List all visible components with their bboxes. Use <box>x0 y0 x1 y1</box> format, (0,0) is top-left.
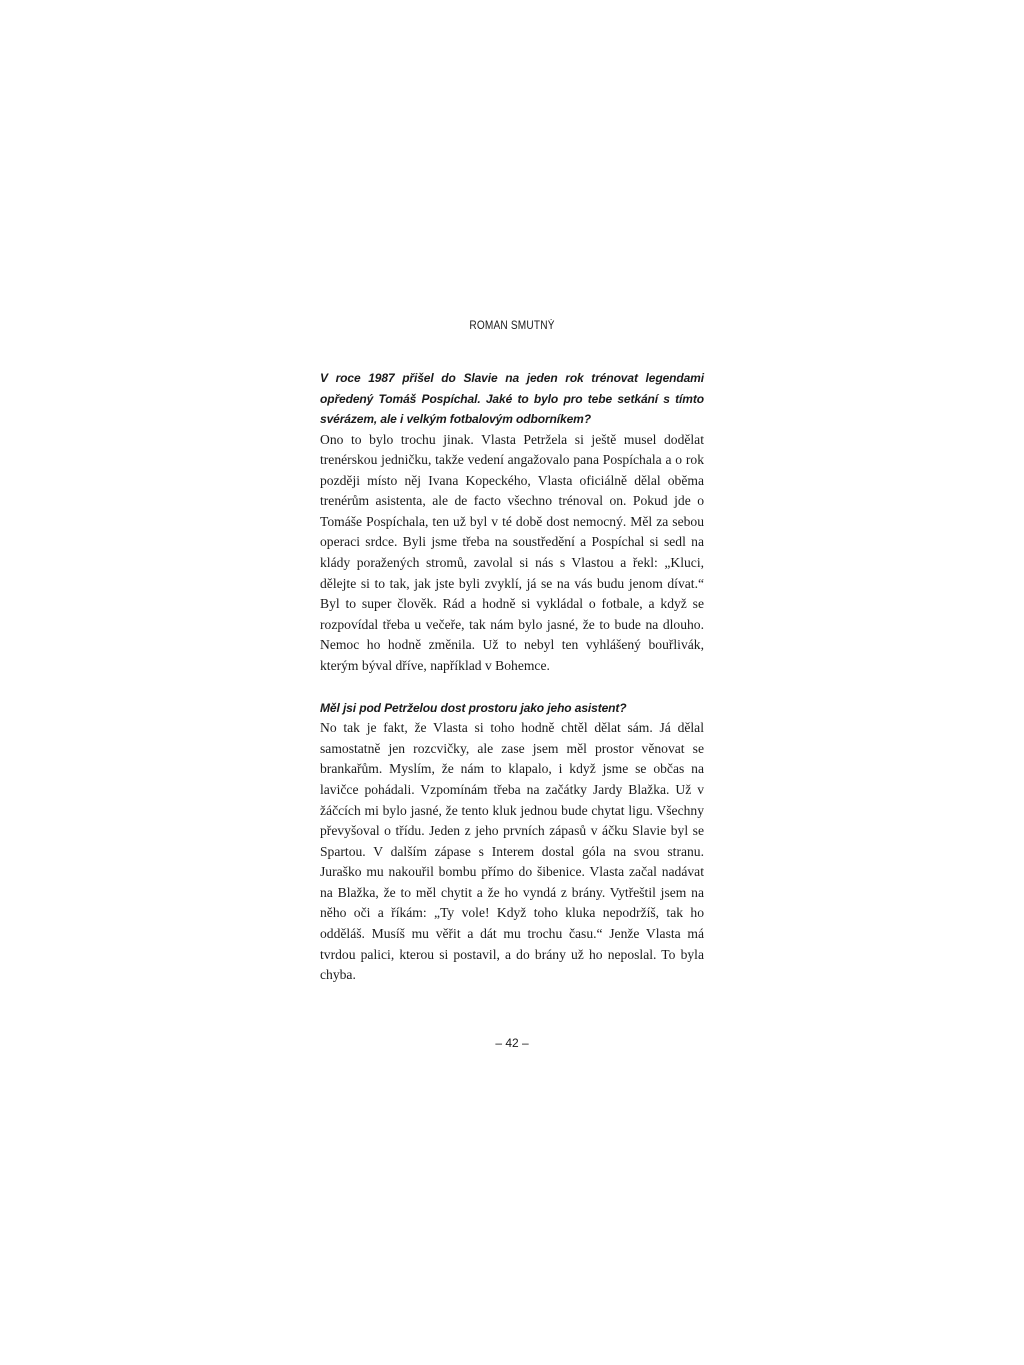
interview-answer: Ono to bylo trochu jinak. Vlasta Petržela si ještě musel dodělat trenérskou jedničku, takže vedení angažovalo pana Pospíchala a o rok později místo něj Ivana Kopeckého, Vlasta oficiálně dělal oběma trenérům asistenta, ale de facto všechno trénoval on. Pokud jde o Tomáše Pospíchala, ten už byl v té době dost nemocný. Měl za sebou operaci srdce. Byli jsme třeba na soustředění a Pospíchal si sedl na klády poražených stromů, zavolal si nás s Vlastou a řekl: „Kluci, dělejte si to tak, jak jste byli zvyklí, já se na vás budu jenom dívat.“ Byl to super člověk. Rád a hodně si vykládal o fotbale, a když se rozpovídal třeba u večeře, tak nám bylo jasné, že to bude na dlouho. Nemoc ho hodně změnila. Už to nebyl ten vyhlášený bouřlivák, kterým býval dříve, například v Bohemce. <box>320 431 704 674</box>
running-head: ROMAN SMUTNÝ <box>469 320 555 332</box>
section-spacer <box>320 677 704 698</box>
page-body <box>320 368 704 986</box>
page-number: – 42 – <box>495 1036 529 1050</box>
interview-answer: No tak je fakt, že Vlasta si toho hodně chtěl dělat sám. Já dělal samostatně jen rozcvičky, ale zase jsem měl prostor věnovat se brankařům. Myslím, že nám to klapalo, i když jsme se občas na lavičce pohádali. Vzpomínám třeba na začátky Jardy Blažka. Už v žáčcích mi bylo jasné, že tento kluk jednou bude chytat ligu. Všechny převyšoval o třídu. Jeden z jeho prvních zápasů v áčku Slavie byl se Spartou. V dalším zápase s Interem dostal góla na svou stranu. Juraško mu nakouřil bombu přímo do šibenice. Vlasta začal nadávat na Blažka, že to měl chytit a že ho vyndá z brány. Vytřeštil jsem na něho oči a říkám: „Ty vole! Když toho kluka nepodržíš, tak ho odděláš. Musíš mu věřit a dát mu trochu času.“ Jenže Vlasta má tvrdou palici, kterou si postavil, a do brány už ho neposlal. To byla chyba. <box>320 720 704 983</box>
interview-section <box>320 368 704 677</box>
interview-question: V roce 1987 přišel do Slavie na jeden rok trénovat legendami opředený Tomáš Pospíchal. Jaké to bylo pro tebe setkání s tímto svérázem, ale i velkým fotbalovým odborníkem? <box>320 371 704 426</box>
interview-section <box>320 698 704 986</box>
interview-question: Měl jsi pod Petrželou dost prostoru jako jeho asistent? <box>320 700 627 715</box>
